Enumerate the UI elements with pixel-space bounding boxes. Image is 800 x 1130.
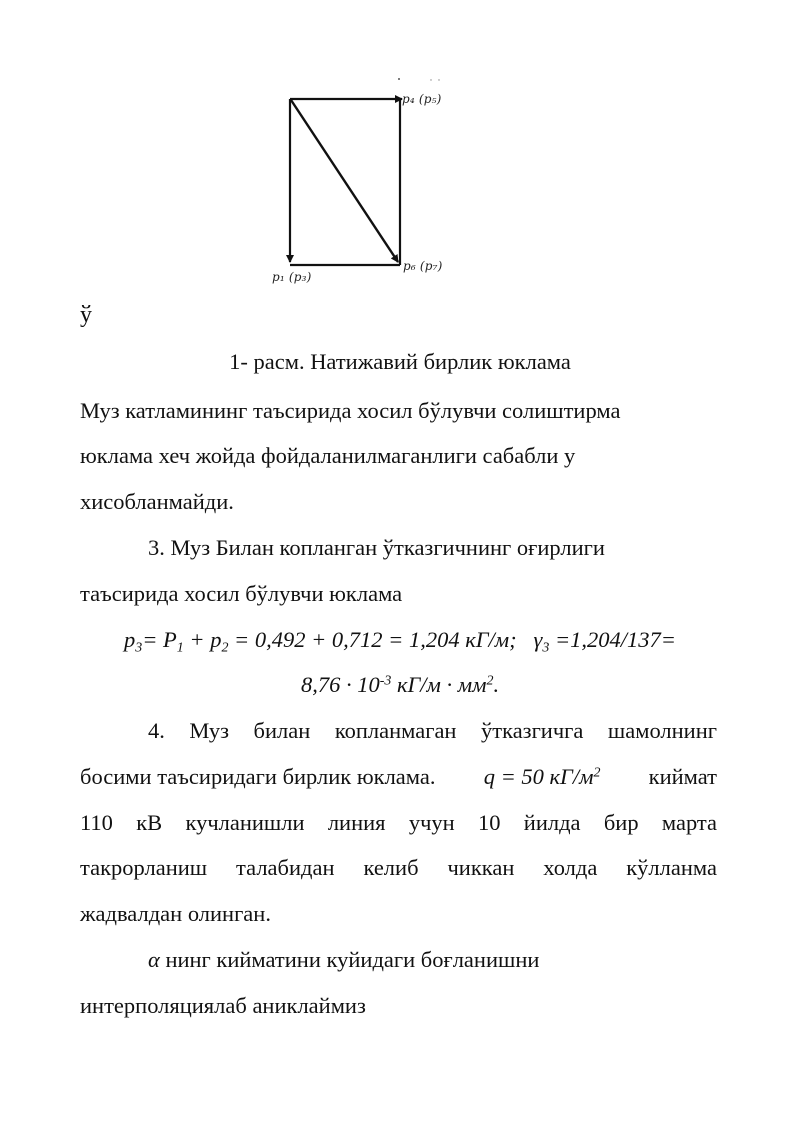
stray-character: ў [80,302,92,328]
para1-line3: хисобланмайди. [80,489,234,514]
para4-line1: α нинг кийматини куйидаги боғланишни [148,947,540,972]
label-p4-p5: p₄ (p₅) [402,92,442,106]
resultant-diagonal-arrow [291,100,398,262]
para1-line2: юклама хеч жойда фойдаланилмаганлиги сабабли у [80,443,576,468]
para3-line2: босими таъсиридаги бирлик юклама. q = 50 $кГ/м^2$ киймат [80,762,717,792]
formula-p3: $p_3= P_1 + p_2 = 0,492 + 0,712 = 1,204$ кГ/м; $\gamma_3 =1,204/137=$ [124,627,676,656]
formula-p1-symbol: $P_1$ [163,627,184,656]
alpha-symbol: α [148,947,160,972]
para3-line3: 110 кВ кучланишли линия учун 10 йилда бир марта [80,810,717,835]
para3-line1: 4. Муз билан копланмаган ўтказгичга шамолнинг [148,718,717,743]
formula-gamma-result: $8,76 \cdot 10^{-3}$ $кГ/м \cdot мм^2$. [300,672,500,697]
para4-line2: интерполяциялаб аниклаймиз [80,993,366,1018]
label-p6-p7: p₆ (p₇) [403,259,443,273]
para2-line2: таъсирида хосил бўлувчи юклама [80,581,403,606]
para2-line1: 3. Муз Билан копланган ўтказгичнинг оғирлиги [148,535,605,560]
para3-line5: жадвалдан олинган. [80,901,271,926]
para1-line1: Муз катламининг таъсирида хосил бўлувчи солиштирма [80,398,621,423]
para3-line4: такрорланиш талабидан келиб чиккан холда кўлланма [80,855,717,880]
load-vector-diagram [262,70,472,290]
formula-p3-symbol: $p_3$ [124,627,143,656]
label-p1-p3: p₁ (p₃) [272,270,312,284]
figure-caption: 1- расм. Натижавий бирлик юклама [229,349,571,374]
formula-gamma-symbol: $\gamma_3$ [533,627,550,656]
wind-pressure-value: q = 50 $кГ/м^2$ [483,764,601,789]
formula-p2-symbol: $p_2$ [210,627,229,656]
formula-p3-value: = 0,492 + 0,712 = 1,204 кГ/м; [228,627,517,652]
formula-gamma-value: =1,204/137= [549,627,676,652]
